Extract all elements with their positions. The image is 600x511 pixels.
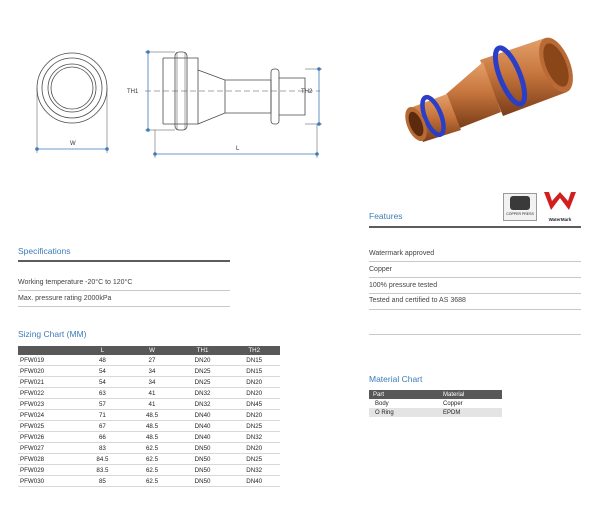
table-cell: 84.5 [78, 454, 128, 465]
table-cell: 48.5 [127, 421, 177, 432]
table-cell: 27 [127, 355, 177, 366]
feature-item: Tested and certified to AS 3688 [369, 297, 466, 304]
table-cell: DN15 [228, 355, 280, 366]
technical-drawing [15, 30, 345, 165]
column-header [18, 346, 78, 355]
table-cell: 83 [78, 443, 128, 454]
column-header: Material [439, 390, 502, 399]
column-header: L [78, 346, 128, 355]
table-cell: DN20 [228, 388, 280, 399]
table-row [18, 421, 280, 432]
table-cell: 54 [78, 377, 128, 388]
table-cell: DN50 [177, 465, 229, 476]
table-cell: 41 [127, 388, 177, 399]
table-cell: DN20 [228, 443, 280, 454]
table-cell: Body [375, 400, 389, 407]
specifications-rule [18, 260, 230, 262]
sizing-chart-header-row [18, 346, 280, 355]
feature-item: Watermark approved [369, 250, 435, 257]
table-cell: O Ring [369, 408, 439, 417]
table-cell: 62.5 [127, 476, 177, 487]
table-cell: EPDM [439, 408, 502, 417]
specifications-title: Specifications [18, 246, 71, 256]
press-logo-caption: COPPER PRESS [506, 212, 534, 216]
table-cell: DN15 [228, 366, 280, 377]
table-row [18, 432, 280, 443]
table-cell: 48.5 [127, 410, 177, 421]
w-dimension-label: W [70, 141, 76, 147]
material-chart-title: Material Chart [369, 374, 423, 384]
specification-item: Max. pressure rating 2000kPa [18, 295, 112, 302]
product-code-cell: PFW028 [18, 454, 78, 465]
l-dimension-label: L [236, 146, 240, 152]
table-cell: DN20 [228, 377, 280, 388]
watermark-w-icon [542, 190, 578, 212]
table-cell: DN40 [177, 421, 229, 432]
table-cell: 62.5 [127, 465, 177, 476]
table-row [18, 399, 280, 410]
table-cell: 66 [78, 432, 128, 443]
end-view-bore-circle [51, 67, 93, 109]
table-cell: 34 [127, 377, 177, 388]
table-cell: DN32 [177, 388, 229, 399]
product-code-cell: PFW021 [18, 377, 78, 388]
table-cell: DN32 [228, 432, 280, 443]
sizing-chart-title: Sizing Chart (MM) [18, 329, 87, 339]
column-header: W [127, 346, 177, 355]
table-cell: DN45 [228, 399, 280, 410]
table-cell: DN40 [177, 410, 229, 421]
table-cell: DN40 [228, 476, 280, 487]
table-cell: 62.5 [127, 454, 177, 465]
table-row [18, 465, 280, 476]
product-code-cell: PFW019 [18, 355, 78, 366]
feature-item: 100% pressure tested [369, 282, 438, 289]
table-cell: DN25 [228, 421, 280, 432]
press-logo-mark [510, 196, 530, 210]
table-cell: 83.5 [78, 465, 128, 476]
column-header: TH2 [228, 346, 280, 355]
end-view-inner-circle [48, 64, 96, 112]
product-code-cell: PFW030 [18, 476, 78, 487]
product-code-cell: PFW020 [18, 366, 78, 377]
table-cell: DN50 [177, 454, 229, 465]
table-cell: 62.5 [127, 443, 177, 454]
copper-press-logo [503, 193, 537, 221]
table-row [18, 377, 280, 388]
table-cell: 71 [78, 410, 128, 421]
watermark-logo [542, 190, 578, 220]
table-cell: Copper [443, 400, 463, 407]
feature-item: Copper [369, 266, 392, 273]
table-cell: DN32 [177, 399, 229, 410]
product-code-cell: PFW023 [18, 399, 78, 410]
product-code-cell: PFW026 [18, 432, 78, 443]
table-row [18, 454, 280, 465]
features-title: Features [369, 211, 403, 221]
watermark-caption: WaterMark [548, 217, 572, 222]
end-view-outer-circle [37, 53, 107, 123]
product-code-cell: PFW025 [18, 421, 78, 432]
th2-dimension-label: TH2 [301, 89, 313, 95]
table-cell: DN25 [177, 366, 229, 377]
table-row [18, 476, 280, 487]
table-cell: 57 [78, 399, 128, 410]
table-cell: DN20 [228, 410, 280, 421]
column-header: TH1 [177, 346, 229, 355]
table-row [18, 388, 280, 399]
product-code-cell: PFW022 [18, 388, 78, 399]
table-cell: 85 [78, 476, 128, 487]
table-cell: 54 [78, 366, 128, 377]
material-chart-table [369, 390, 502, 417]
table-cell: DN50 [177, 443, 229, 454]
table-row [18, 443, 280, 454]
features-rule [369, 226, 581, 228]
table-cell: DN50 [177, 476, 229, 487]
table-row [369, 399, 502, 408]
table-cell: DN40 [177, 432, 229, 443]
table-row [18, 410, 280, 421]
column-header: Part [369, 390, 439, 399]
table-cell: DN25 [177, 377, 229, 388]
table-row [18, 366, 280, 377]
table-row [369, 408, 502, 417]
table-cell: 48 [78, 355, 128, 366]
specification-item: Working temperature -20°C to 120°C [18, 279, 133, 286]
sizing-chart-table [18, 346, 280, 487]
table-cell: 63 [78, 388, 128, 399]
table-cell: DN32 [228, 465, 280, 476]
table-cell: 48.5 [127, 432, 177, 443]
table-cell: DN20 [177, 355, 229, 366]
product-code-cell: PFW024 [18, 410, 78, 421]
table-cell: 67 [78, 421, 128, 432]
table-row [18, 355, 280, 366]
table-cell: DN25 [228, 454, 280, 465]
th1-dimension-label: TH1 [127, 89, 139, 95]
product-image [385, 20, 585, 160]
table-cell: 41 [127, 399, 177, 410]
material-chart-header-row [369, 390, 502, 399]
product-code-cell: PFW029 [18, 465, 78, 476]
table-cell: 34 [127, 366, 177, 377]
product-code-cell: PFW027 [18, 443, 78, 454]
